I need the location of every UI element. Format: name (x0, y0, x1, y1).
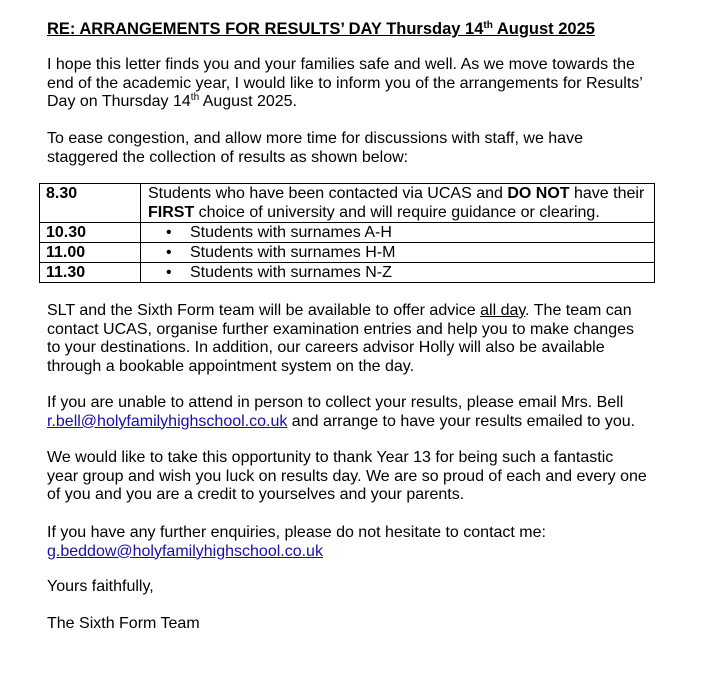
slot-time: 11.00 (40, 243, 141, 263)
letter-heading: RE: ARRANGEMENTS FOR RESULTS’ DAY Thursday 14th August 2025 (47, 20, 595, 38)
slot-description: • Students with surnames N-Z (141, 263, 655, 283)
slt-line: SLT and the Sixth Form team will be available to offer advice all day. The team can (47, 302, 632, 319)
slot-description: Students who have been contacted via UCAS and DO NOT have their FIRST choice of university and will require guidance or clearing. (141, 184, 655, 223)
signature: The Sixth Form Team (47, 615, 200, 632)
bullet-icon: • (166, 224, 172, 241)
signoff: Yours faithfully, (47, 578, 154, 595)
unable-line: r.bell@holyfamilyhighschool.co.uk and arrange to have your results emailed to you. (47, 412, 636, 430)
enquiries-line (47, 543, 672, 562)
intro-line: end of the academic year, I would like to inform you of the arrangements for Results’ (47, 74, 643, 92)
enquiries-paragraph (47, 524, 672, 561)
congestion-line: To ease congestion, and allow more time for discussions with staff, we have (47, 130, 583, 147)
intro-line: Day on Thursday 14th August 2025. (47, 92, 297, 111)
table-row (40, 243, 655, 263)
unable-paragraph (47, 394, 672, 431)
slt-line: through a bookable appointment system on the day. (47, 357, 415, 375)
thanks-line: We would like to take this opportunity to thank Year 13 for being such a fantastic (47, 449, 614, 466)
slt-paragraph (47, 302, 672, 376)
table-row (40, 263, 655, 283)
intro-line: I hope this letter finds you and your families safe and well. As we move towards the (47, 56, 635, 73)
congestion-paragraph (47, 130, 672, 167)
bell-email-link[interactable]: r.bell@holyfamilyhighschool.co.uk (47, 412, 288, 430)
table-row (40, 223, 655, 243)
bullet-icon: • (166, 244, 172, 261)
thanks-line: year group and wish you luck on results day. We are so proud of each and every one (47, 467, 647, 485)
thanks-line: of you and you are a credit to yourselves and your parents. (47, 486, 465, 504)
slot-time: 8.30 (40, 184, 141, 223)
enquiries-line: If you have any further enquiries, please do not hesitate to contact me: (47, 524, 546, 541)
thanks-paragraph (47, 449, 672, 505)
bullet-icon: • (166, 264, 172, 281)
slot-time: 10.30 (40, 223, 141, 243)
slt-line: contact UCAS, organise further examination entries and help you to make changes (47, 320, 634, 338)
intro-paragraph (47, 56, 672, 112)
unable-line: If you are unable to attend in person to collect your results, please email Mrs. Bell (47, 394, 624, 411)
beddow-email-link[interactable]: g.beddow@holyfamilyhighschool.co.uk (47, 542, 323, 560)
slt-line: to your destinations. In addition, our careers advisor Holly will also be available (47, 339, 605, 357)
slot-time: 11.30 (40, 263, 141, 283)
collection-schedule-table (39, 183, 655, 283)
slot-description: • Students with surnames H-M (141, 243, 655, 263)
table-row (40, 184, 655, 223)
slot-description: • Students with surnames A-H (141, 223, 655, 243)
congestion-line: staggered the collection of results as shown below: (47, 148, 409, 166)
